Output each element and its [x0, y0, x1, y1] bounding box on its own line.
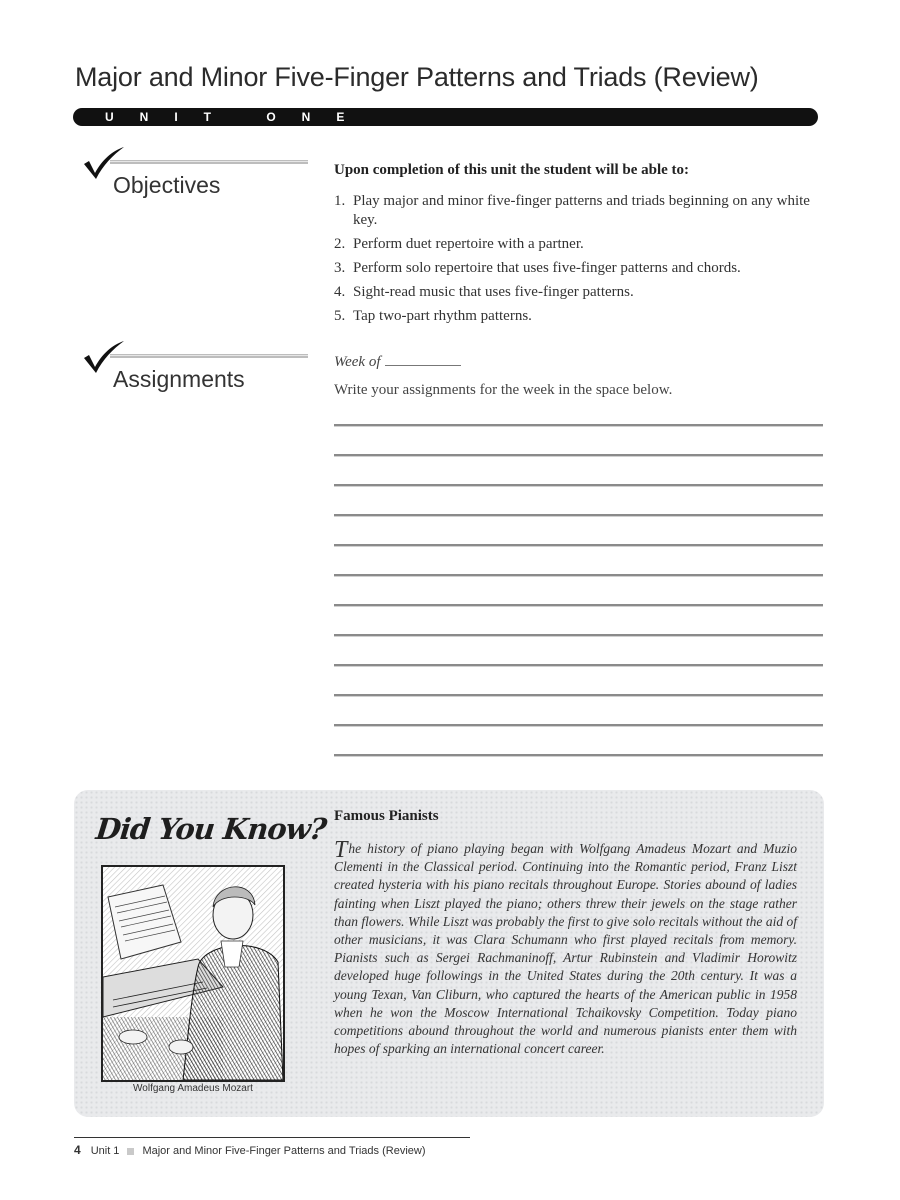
did-you-know-title: Did You Know? — [94, 812, 328, 846]
footer-title: Major and Minor Five-Finger Patterns and Triads (Review) — [142, 1145, 426, 1157]
drop-cap: T — [334, 837, 348, 863]
objectives-heading: Objectives — [113, 172, 221, 198]
writing-line[interactable] — [334, 724, 823, 727]
objectives-intro: Upon completion of this unit the student will be able to: — [334, 162, 690, 178]
writing-line[interactable] — [334, 754, 823, 757]
list-item: 3. Perform solo repertoire that uses five-finger patterns and chords. — [334, 260, 741, 276]
assignments-rule — [110, 354, 308, 358]
writing-line[interactable] — [334, 634, 823, 637]
image-caption: Wolfgang Amadeus Mozart — [133, 1083, 253, 1094]
list-item: 4. Sight-read music that uses five-finger patterns. — [334, 284, 634, 300]
assignments-heading: Assignments — [113, 366, 245, 392]
writing-line[interactable] — [334, 544, 823, 547]
writing-line[interactable] — [334, 604, 823, 607]
page-title: Major and Minor Five-Finger Patterns and Triads (Review) — [75, 62, 759, 92]
footer-separator — [127, 1148, 134, 1155]
writing-area[interactable] — [334, 424, 823, 784]
writing-line[interactable] — [334, 694, 823, 697]
writing-line[interactable] — [334, 514, 823, 517]
famous-pianists-title: Famous Pianists — [334, 808, 439, 824]
portrait-illustration — [103, 867, 283, 1080]
mozart-portrait — [101, 865, 285, 1082]
famous-pianists-body: The history of piano playing began with Wolfgang Amadeus Mozart and Muzio Clementi in the Classical period. Continuing into the Romantic period, Franz Liszt created hysteria with his piano recitals throughout Europe. Stories abound of ladies fainting when Liszt played the piano; others threw their jewels on the stage rather than flowers. While Liszt was probably the first to give solo recitals without the aid of other musicians, it was Clara Schumann who first played recitals from memory. Pianists such as Sergei Rachmaninoff, Artur Rubinstein and Vladimir Horowitz developed huge followings in the United States during the 20th century. It was a young Texan, Van Cliburn, who captured the hearts of the American public in 1958 when he won the Moscow International Tchaikovsky Competition. Today piano competitions abound throughout the world and numerous pianists enter them with hopes of sparking an international concert career. — [334, 837, 797, 1057]
list-item: 1. Play major and minor five-finger patterns and triads beginning on any white key. — [334, 193, 810, 228]
page-number: 4 — [74, 1143, 81, 1157]
writing-line[interactable] — [334, 454, 823, 457]
writing-line[interactable] — [334, 484, 823, 487]
list-item: 2. Perform duet repertoire with a partner. — [334, 236, 584, 252]
writing-line[interactable] — [334, 664, 823, 667]
did-you-know-box — [74, 790, 824, 1117]
writing-line[interactable] — [334, 424, 823, 427]
footer-rule — [74, 1137, 470, 1138]
week-of-field[interactable]: Week of — [334, 352, 461, 371]
objectives-rule — [110, 160, 308, 164]
objectives-list — [334, 192, 829, 331]
footer-unit: Unit 1 — [90, 1145, 120, 1157]
page-footer — [74, 1143, 425, 1157]
week-blank[interactable] — [385, 352, 461, 366]
writing-line[interactable] — [334, 574, 823, 577]
list-item: 5. Tap two-part rhythm patterns. — [334, 308, 532, 324]
unit-label: UNIT ONE — [105, 110, 371, 124]
assignments-instructions: Write your assignments for the week in the space below. — [334, 382, 673, 398]
unit-banner — [73, 108, 818, 126]
